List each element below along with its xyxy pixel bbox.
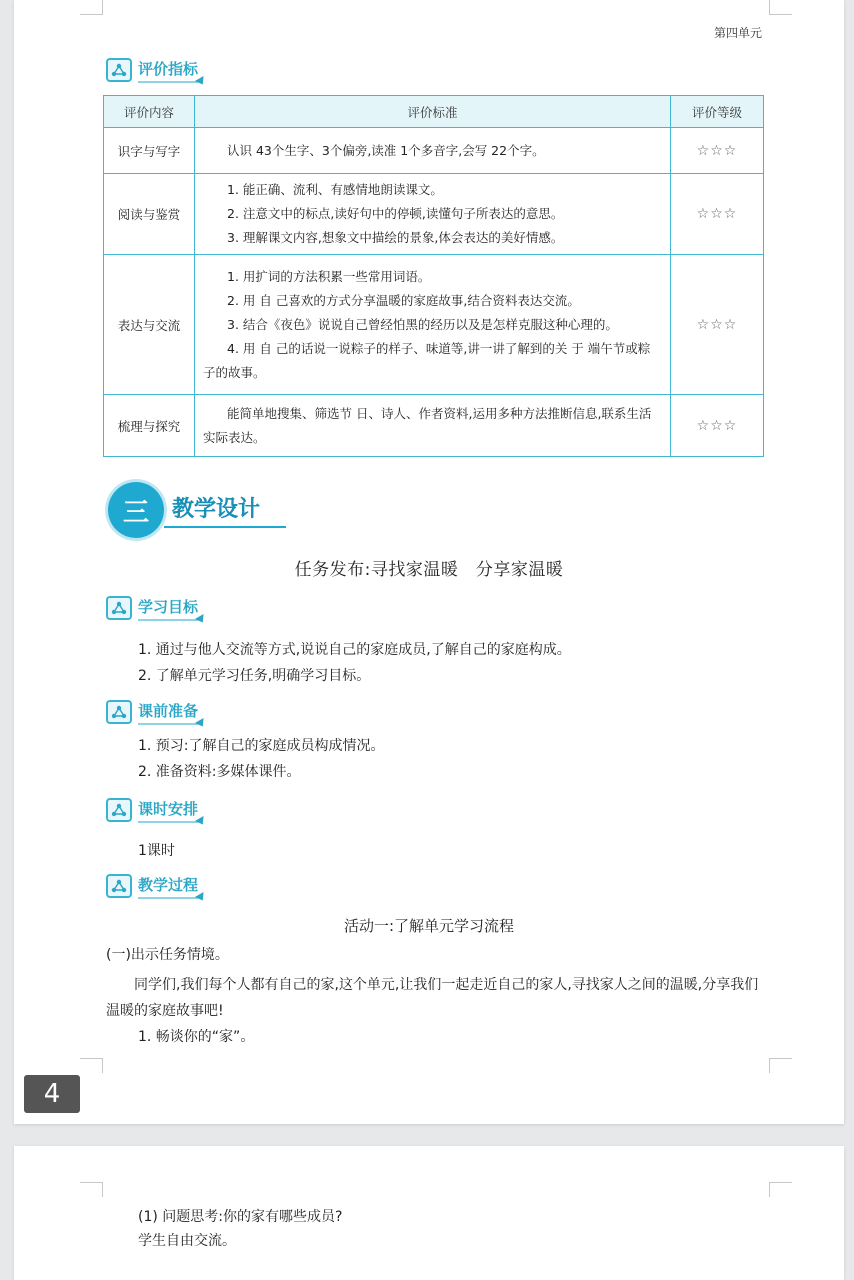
document-page (14, 0, 844, 1124)
eval-standard (195, 128, 671, 174)
crop-mark (80, 1182, 103, 1197)
triangle-nodes-icon (106, 596, 132, 620)
eval-item: 梳理与探究 (104, 395, 195, 457)
document-page (14, 1146, 844, 1280)
section-heading-schedule (106, 796, 198, 824)
task-title: 任务发布:寻找家温暖 分享家温暖 (294, 560, 564, 580)
eval-item: 表达与交流 (104, 255, 195, 395)
table-header-row (104, 96, 764, 128)
preparation-item: 2. 准备资料:多媒体课件。 (138, 764, 301, 780)
standard-line: 2. 用 自 己喜欢的方式分享温暖的家庭故事,结合资料表达交流。 (227, 292, 580, 308)
eval-standard (195, 174, 671, 255)
eval-standard (195, 255, 671, 395)
section-title: 课前准备 (138, 700, 198, 725)
triangle-nodes-icon (106, 874, 132, 898)
preparation-item: 1. 预习:了解自己的家庭成员构成情况。 (138, 738, 385, 754)
evaluation-table (103, 95, 764, 457)
answer-text: 学生自由交流。 (138, 1233, 236, 1249)
talk-item: 1. 畅谈你的“家”。 (138, 1029, 255, 1045)
section-heading-preparation (106, 698, 198, 726)
section-number: 三 (108, 482, 164, 538)
rating-stars: ☆☆☆ (671, 395, 764, 457)
triangle-nodes-icon (106, 700, 132, 724)
table-row (104, 128, 764, 174)
activity-title: 活动一:了解单元学习流程 (343, 917, 515, 935)
triangle-nodes-icon (106, 798, 132, 822)
standard-line: 认识 43个生字、3个偏旁,读准 1个多音字,会写 22个字。 (227, 142, 545, 158)
standard-line: 3. 结合《夜色》说说自己曾经怕黑的经历以及是怎样克服这种心理的。 (227, 316, 618, 332)
page-number-badge: 4 (24, 1075, 80, 1113)
crop-mark (80, 1058, 103, 1073)
crop-mark (769, 1058, 792, 1073)
eval-standard (195, 395, 671, 457)
standard-line: 1. 能正确、流利、有感情地朗读课文。 (227, 182, 443, 197)
crop-mark (769, 0, 792, 15)
section-title: 评价指标 (138, 58, 198, 83)
design-heading (106, 482, 296, 542)
rating-stars: ☆☆☆ (671, 128, 764, 174)
section-title: 学习目标 (138, 596, 198, 621)
crop-mark (769, 1182, 792, 1197)
standard-line: 能简单地搜集、筛选节 日、诗人、作者资料,运用多种方法推断信息,联系生活实际表达。 (203, 405, 652, 445)
question-item: (1) 问题思考:你的家有哪些成员? (138, 1209, 343, 1225)
unit-label: 第四单元 (713, 26, 762, 40)
rating-stars: ☆☆☆ (671, 255, 764, 395)
column-header: 评价标准 (195, 96, 671, 128)
column-header: 评价等级 (671, 96, 764, 128)
standard-line: 4. 用 自 己的话说一说粽子的样子、味道等,讲一讲了解到的关 于 端午节或粽子的故事。 (203, 340, 651, 380)
standard-line: 2. 注意文中的标点,读好句中的停顿,读懂句子所表达的意思。 (227, 206, 564, 221)
table-row (104, 174, 764, 255)
schedule-text: 1课时 (138, 843, 175, 859)
standard-line: 1. 用扩词的方法积累一些常用词语。 (227, 268, 431, 284)
table-row (104, 395, 764, 457)
objective-item: 1. 通过与他人交流等方式,说说自己的家庭成员,了解自己的家庭构成。 (138, 642, 571, 658)
standard-line: 3. 理解课文内容,想象文中描绘的景象,体会表达的美好情感。 (227, 230, 564, 245)
crop-mark (80, 0, 103, 15)
section-heading-process (106, 872, 198, 900)
body-paragraph: 同学们,我们每个人都有自己的家,这个单元,让我们一起走近自己的家人,寻找家人之间的温暖,分享我们温暖的家庭故事吧! (106, 977, 759, 1019)
rating-stars: ☆☆☆ (671, 174, 764, 255)
section-heading-objectives (106, 594, 198, 622)
section-title: 课时安排 (138, 798, 198, 823)
section-heading-evaluation (106, 56, 198, 84)
eval-item: 识字与写字 (104, 128, 195, 174)
column-header: 评价内容 (104, 96, 195, 128)
table-row (104, 255, 764, 395)
design-title: 教学设计 (172, 497, 261, 522)
section-title: 教学过程 (138, 874, 198, 899)
heading-underline (164, 526, 286, 528)
objective-item: 2. 了解单元学习任务,明确学习目标。 (138, 668, 371, 684)
eval-item: 阅读与鉴赏 (104, 174, 195, 255)
step-heading: (一)出示任务情境。 (106, 947, 229, 963)
triangle-nodes-icon (106, 58, 132, 82)
